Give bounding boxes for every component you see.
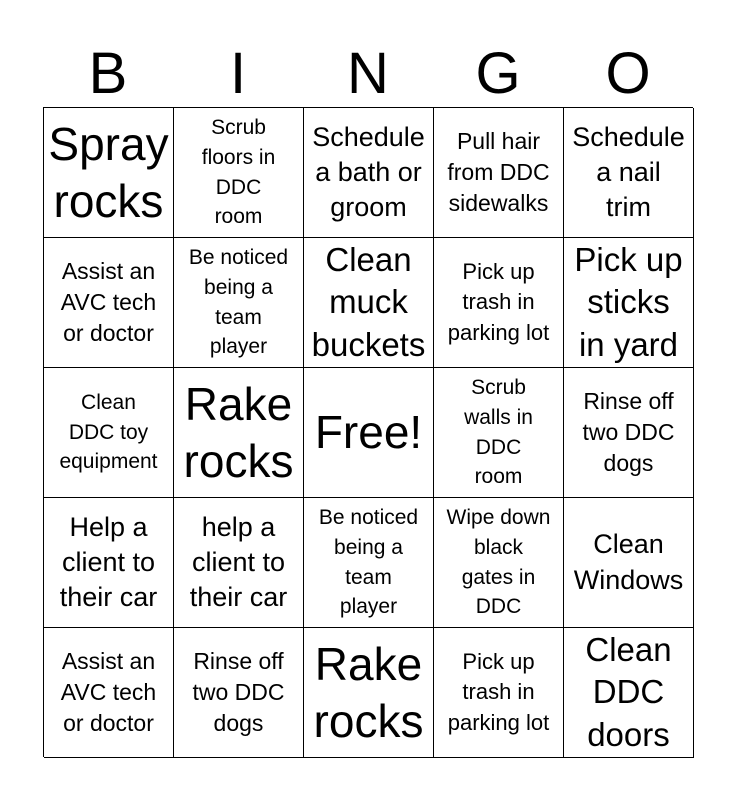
header-letter-b: B <box>88 41 128 106</box>
bingo-cell[interactable] <box>434 108 564 238</box>
cell-text: Schedule a bath or groom <box>312 121 425 223</box>
header-letter-g: G <box>475 41 521 106</box>
header-letter-n: N <box>347 41 389 106</box>
bingo-cell[interactable] <box>44 628 174 758</box>
cell-text: Clean Windows <box>573 529 684 595</box>
cell-text: Spray rocks <box>48 118 169 227</box>
cell-text: Wipe down black gates in DDC <box>446 505 551 619</box>
bingo-cell[interactable] <box>564 238 694 368</box>
header-letter-i: I <box>229 41 247 106</box>
cell-text: Assist an AVC tech or doctor <box>60 258 157 346</box>
bingo-cell[interactable] <box>174 368 304 498</box>
cell-text: Scrub walls in DDC room <box>464 375 533 489</box>
bingo-cell[interactable] <box>174 238 304 368</box>
cell-text: Pick up trash in parking lot <box>447 648 550 735</box>
cell-text: Help a client to their car <box>59 511 158 613</box>
bingo-cell[interactable] <box>564 368 694 498</box>
bingo-cell[interactable] <box>434 368 564 498</box>
cell-text: Clean DDC toy equipment <box>59 390 158 474</box>
bingo-cell[interactable] <box>434 498 564 628</box>
bingo-cell[interactable] <box>304 628 434 758</box>
bingo-cell[interactable] <box>44 368 174 498</box>
cell-text: Pick up trash in parking lot <box>447 258 550 345</box>
cell-text: Pull hair from DDC sidewalks <box>447 128 550 216</box>
cell-text: Rake rocks <box>183 378 294 487</box>
free-space-cell[interactable] <box>304 368 434 498</box>
cell-text: Be noticed being a team player <box>188 245 289 359</box>
cell-text: Assist an AVC tech or doctor <box>60 648 157 736</box>
bingo-cell[interactable] <box>304 498 434 628</box>
bingo-header <box>43 40 693 108</box>
cell-text: help a client to their car <box>189 511 288 613</box>
cell-text: Be noticed being a team player <box>318 505 419 619</box>
bingo-cell[interactable] <box>564 628 694 758</box>
bingo-cell[interactable] <box>434 628 564 758</box>
bingo-cell[interactable] <box>304 238 434 368</box>
cell-text: Clean muck buckets <box>311 241 426 363</box>
cell-text: Rake rocks <box>313 638 424 747</box>
cell-text: Rinse off two DDC dogs <box>582 388 675 476</box>
bingo-cell[interactable] <box>174 628 304 758</box>
bingo-cell[interactable] <box>564 498 694 628</box>
header-letter-o: O <box>605 41 651 106</box>
bingo-cell[interactable] <box>174 108 304 238</box>
cell-text: Pick up sticks in yard <box>574 241 683 363</box>
cell-text: Clean DDC doors <box>585 631 672 753</box>
bingo-cell[interactable] <box>44 498 174 628</box>
bingo-cell[interactable] <box>564 108 694 238</box>
bingo-cell[interactable] <box>44 238 174 368</box>
bingo-cell[interactable] <box>174 498 304 628</box>
cell-text: Rinse off two DDC dogs <box>192 648 285 736</box>
bingo-cell[interactable] <box>434 238 564 368</box>
cell-text: Scrub floors in DDC room <box>201 115 276 229</box>
bingo-board <box>43 107 693 757</box>
bingo-cell[interactable] <box>304 108 434 238</box>
cell-text: Schedule a nail trim <box>572 121 685 223</box>
free-space-text: Free! <box>314 406 423 459</box>
bingo-cell[interactable] <box>44 108 174 238</box>
